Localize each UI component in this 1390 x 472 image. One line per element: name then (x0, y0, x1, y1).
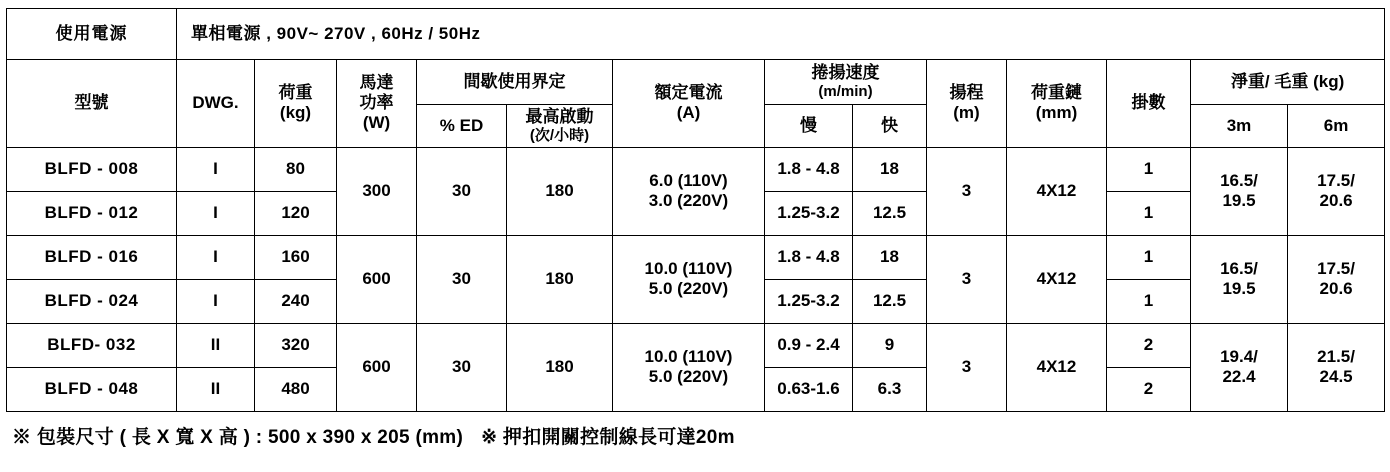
cell-chain: 4X12 (1007, 323, 1107, 411)
cell-duty-starts: 180 (507, 323, 613, 411)
table-row (7, 235, 1385, 279)
cell-rated-current (613, 235, 765, 323)
header-weight-3m: 3m (1191, 105, 1288, 148)
cell-load: 120 (255, 191, 337, 235)
cell-weight-6m-line2: 24.5 (1319, 367, 1353, 387)
cell-weight-6m-line1: 17.5/ (1317, 171, 1355, 191)
header-duty-ed: % ED (417, 105, 507, 148)
header-speed-line1: 捲揚速度 (811, 63, 880, 83)
cell-speed-fast: 18 (853, 235, 927, 279)
cell-model: BLFD - 016 (7, 235, 177, 279)
cell-weight-3m-line2: 19.5 (1222, 279, 1256, 299)
header-rated-current (613, 60, 765, 148)
header-speed-group (765, 60, 927, 105)
header-weight-6m: 6m (1288, 105, 1385, 148)
cell-weight-3m-line2: 22.4 (1222, 367, 1256, 387)
header-lift-line2: (m) (953, 103, 980, 123)
cell-chain: 4X12 (1007, 235, 1107, 323)
cell-current-line2: 5.0 (220V) (648, 367, 729, 387)
header-load-line2: (kg) (279, 103, 312, 123)
cell-falls: 1 (1107, 191, 1191, 235)
cell-speed-slow: 0.63-1.6 (765, 367, 853, 411)
cell-motor-power: 600 (337, 323, 417, 411)
cell-weight-6m-line2: 20.6 (1319, 191, 1353, 211)
header-speed-slow: 慢 (765, 105, 853, 148)
header-duty-group: 間歇使用界定 (417, 60, 613, 105)
cell-dwg: I (177, 235, 255, 279)
header-current-line1: 額定電流 (654, 83, 723, 103)
header-falls: 掛數 (1107, 60, 1191, 148)
cell-weight-3m-line2: 19.5 (1222, 191, 1256, 211)
header-row-1 (7, 60, 1385, 105)
header-weight-group: 淨重/ 毛重 (kg) (1191, 60, 1385, 105)
cell-duty-ed: 30 (417, 235, 507, 323)
cell-dwg: I (177, 191, 255, 235)
cell-speed-slow: 1.25-3.2 (765, 279, 853, 323)
header-load-line1: 荷重 (278, 83, 313, 103)
cell-speed-slow: 1.25-3.2 (765, 191, 853, 235)
cell-speed-fast: 12.5 (853, 191, 927, 235)
header-lift (927, 60, 1007, 148)
cell-current-line1: 10.0 (110V) (644, 259, 733, 279)
cell-lift: 3 (927, 323, 1007, 411)
footer-notes (6, 422, 1384, 449)
cell-dwg: II (177, 367, 255, 411)
cell-load: 160 (255, 235, 337, 279)
header-chain-line1: 荷重鏈 (1031, 83, 1082, 103)
header-lift-line1: 揚程 (949, 83, 984, 103)
cell-speed-fast: 9 (853, 323, 927, 367)
cell-lift: 3 (927, 147, 1007, 235)
header-dwg: DWG. (177, 60, 255, 148)
cell-motor-power: 600 (337, 235, 417, 323)
cell-duty-ed: 30 (417, 323, 507, 411)
cell-speed-slow: 0.9 - 2.4 (765, 323, 853, 367)
cell-weight-3m-line1: 16.5/ (1220, 259, 1258, 279)
cell-current-line1: 10.0 (110V) (644, 347, 733, 367)
footer-note-pendant: ※ 押扣開關控制線長可達20m (481, 426, 735, 448)
header-motor-power (337, 60, 417, 148)
cell-weight-6m-line1: 21.5/ (1317, 347, 1355, 367)
header-load (255, 60, 337, 148)
cell-weight-6m (1288, 235, 1385, 323)
cell-rated-current (613, 147, 765, 235)
cell-weight-6m-line1: 17.5/ (1317, 259, 1355, 279)
cell-falls: 1 (1107, 235, 1191, 279)
cell-load: 240 (255, 279, 337, 323)
header-chain (1007, 60, 1107, 148)
cell-weight-3m (1191, 323, 1288, 411)
cell-falls: 1 (1107, 279, 1191, 323)
header-starts-line2: (次/小時) (529, 127, 590, 145)
cell-speed-slow: 1.8 - 4.8 (765, 147, 853, 191)
table-row (7, 147, 1385, 191)
cell-dwg: II (177, 323, 255, 367)
cell-duty-starts: 180 (507, 235, 613, 323)
cell-lift: 3 (927, 235, 1007, 323)
cell-falls: 2 (1107, 323, 1191, 367)
header-duty-starts (507, 105, 613, 148)
cell-load: 320 (255, 323, 337, 367)
cell-dwg: I (177, 279, 255, 323)
cell-model: BLFD - 012 (7, 191, 177, 235)
cell-current-line2: 5.0 (220V) (648, 279, 729, 299)
header-motor-line3: (W) (362, 113, 391, 133)
header-model: 型號 (7, 60, 177, 148)
cell-falls: 1 (1107, 147, 1191, 191)
header-motor-line1: 馬達 (359, 73, 394, 93)
cell-weight-3m-line1: 19.4/ (1220, 347, 1258, 367)
cell-speed-fast: 18 (853, 147, 927, 191)
cell-rated-current (613, 323, 765, 411)
cell-speed-fast: 12.5 (853, 279, 927, 323)
power-supply-label: 使用電源 (7, 9, 177, 60)
cell-weight-3m-line1: 16.5/ (1220, 171, 1258, 191)
cell-chain: 4X12 (1007, 147, 1107, 235)
header-motor-line2: 功率 (359, 93, 394, 113)
cell-current-line2: 3.0 (220V) (648, 191, 729, 211)
table-row (7, 323, 1385, 367)
power-supply-row (7, 9, 1385, 60)
cell-dwg: I (177, 147, 255, 191)
cell-duty-ed: 30 (417, 147, 507, 235)
cell-load: 480 (255, 367, 337, 411)
cell-current-line1: 6.0 (110V) (649, 171, 728, 191)
cell-weight-3m (1191, 147, 1288, 235)
specification-table (6, 8, 1385, 412)
cell-model: BLFD - 024 (7, 279, 177, 323)
cell-speed-slow: 1.8 - 4.8 (765, 235, 853, 279)
header-speed-fast: 快 (853, 105, 927, 148)
header-current-line2: (A) (676, 103, 701, 123)
cell-weight-6m-line2: 20.6 (1319, 279, 1353, 299)
header-chain-line2: (mm) (1035, 103, 1078, 123)
cell-duty-starts: 180 (507, 147, 613, 235)
cell-weight-6m (1288, 147, 1385, 235)
header-speed-line2: (m/min) (818, 83, 873, 101)
cell-model: BLFD- 032 (7, 323, 177, 367)
cell-speed-fast: 6.3 (853, 367, 927, 411)
cell-model: BLFD - 048 (7, 367, 177, 411)
cell-load: 80 (255, 147, 337, 191)
cell-weight-3m (1191, 235, 1288, 323)
footer-note-packing: ※ 包裝尺寸 ( 長 X 寬 X 高 ) : 500 x 390 x 205 (mm) (12, 426, 464, 448)
cell-motor-power: 300 (337, 147, 417, 235)
cell-weight-6m (1288, 323, 1385, 411)
cell-falls: 2 (1107, 367, 1191, 411)
cell-model: BLFD - 008 (7, 147, 177, 191)
power-supply-value: 單相電源 , 90V~ 270V , 60Hz / 50Hz (177, 9, 1385, 60)
header-starts-line1: 最高啟動 (525, 107, 594, 126)
